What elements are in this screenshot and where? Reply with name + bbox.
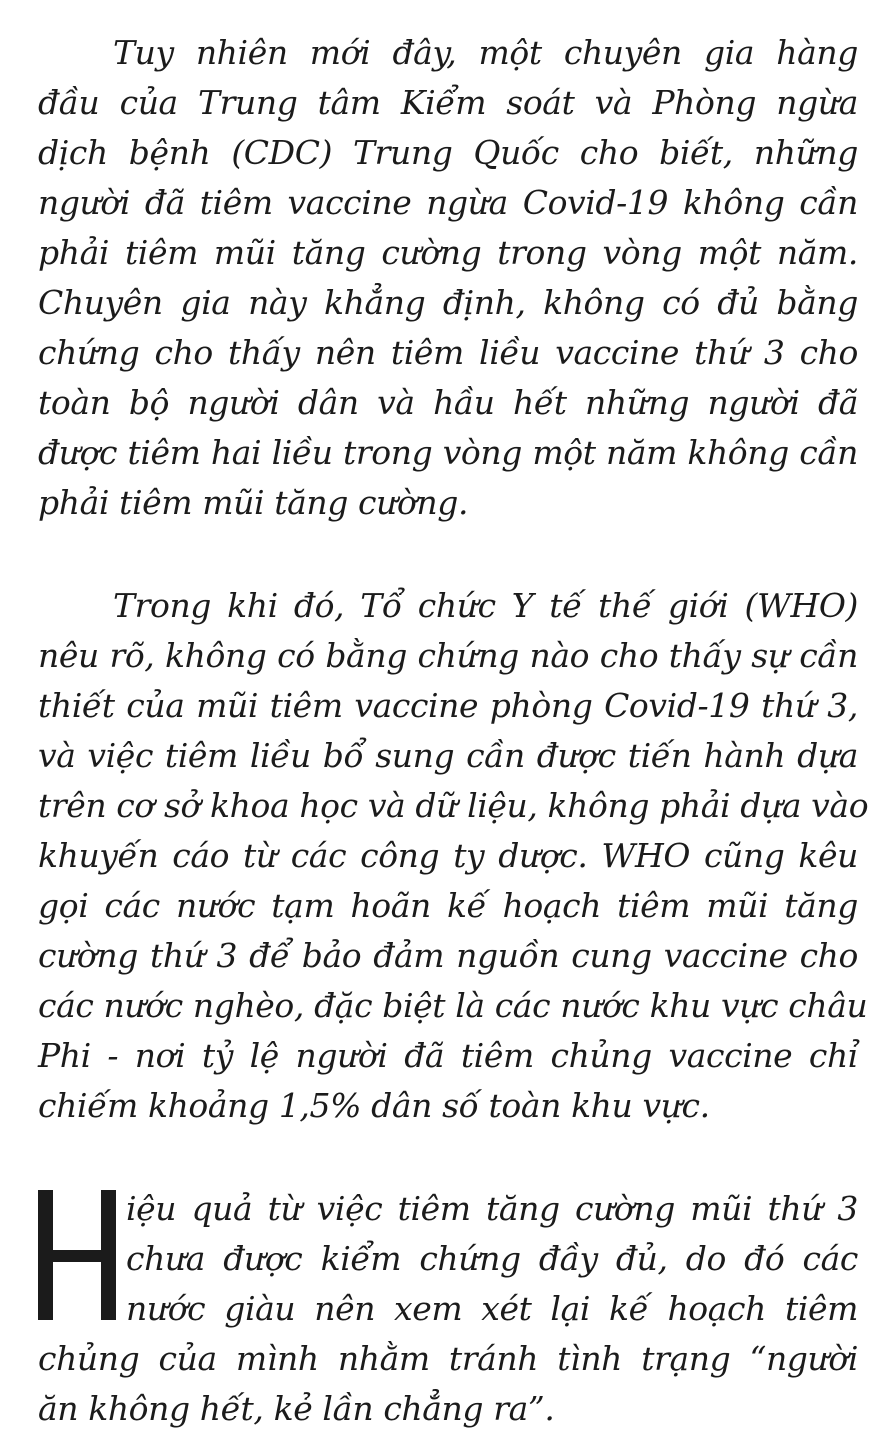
text-line: phải tiêm mũi tăng cường. [38, 483, 469, 522]
text-line: ăn không hết, kẻ lần chẳng ra”. [38, 1389, 555, 1428]
paragraph-conclusion [38, 1184, 858, 1434]
text-line: dịch bệnh (CDC) Trung Quốc cho biết, những [38, 133, 858, 172]
article-page [38, 28, 869, 1434]
text-line: toàn bộ người dân và hầu hết những người đã [38, 383, 858, 422]
text-line: cường thứ 3 để bảo đảm nguồn cung vaccine cho [38, 936, 858, 975]
text-line: trên cơ sở khoa học và dữ liệu, không phải dựa vào [38, 786, 869, 825]
text-line: và việc tiêm liều bổ sung cần được tiến hành dựa [38, 736, 858, 775]
text-line: nêu rõ, không có bằng chứng nào cho thấy sự cần [38, 636, 858, 675]
text-line: phải tiêm mũi tăng cường trong vòng một năm. [38, 233, 858, 272]
paragraph-cdc-expert [38, 28, 858, 528]
paragraph-who-statement [38, 581, 869, 1131]
text-line: chưa được kiểm chứng đầy đủ, do đó các [126, 1239, 858, 1278]
drop-cap-glyph [38, 1190, 116, 1320]
text-line: Phi - nơi tỷ lệ người đã tiêm chủng vaccine chỉ [38, 1036, 858, 1075]
text-line: khuyến cáo từ các công ty dược. WHO cũng kêu [38, 836, 858, 875]
text-line: iệu quả từ việc tiêm tăng cường mũi thứ 3 [126, 1189, 858, 1228]
text-line: chiếm khoảng 1,5% dân số toàn khu vực. [38, 1086, 710, 1125]
text-line: gọi các nước tạm hoãn kế hoạch tiêm mũi tăng [38, 886, 858, 925]
text-line: chủng của mình nhằm tránh tình trạng “người [38, 1339, 858, 1378]
text-line: Tuy nhiên mới đây, một chuyên gia hàng [113, 33, 858, 72]
text-line: Chuyên gia này khẳng định, không có đủ bằng [38, 283, 858, 322]
text-line: chứng cho thấy nên tiêm liều vaccine thứ 3 cho [38, 333, 858, 372]
text-line: được tiêm hai liều trong vòng một năm không cần [38, 433, 858, 472]
paragraph-spacer [38, 1131, 858, 1184]
paragraph-spacer [38, 528, 858, 581]
text-line: đầu của Trung tâm Kiểm soát và Phòng ngừa [38, 83, 858, 122]
text-line: nước giàu nên xem xét lại kế hoạch tiêm [126, 1289, 858, 1328]
text-line: Trong khi đó, Tổ chức Y tế thế giới (WHO) [113, 586, 858, 625]
text-line: người đã tiêm vaccine ngừa Covid-19 không cần [38, 183, 858, 222]
text-line: các nước nghèo, đặc biệt là các nước khu vực châu [38, 986, 868, 1025]
drop-cap-letter [38, 1190, 116, 1320]
text-line: thiết của mũi tiêm vaccine phòng Covid-19 thứ 3, [38, 686, 858, 725]
